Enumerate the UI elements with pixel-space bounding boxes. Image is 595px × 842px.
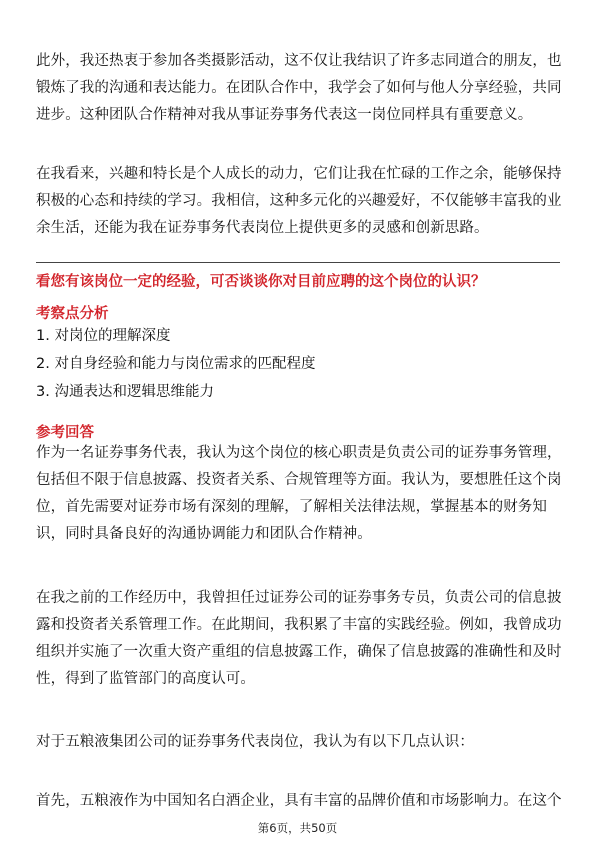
text-line: 余生活，还能为我在证券事务代表岗位上提供更多的灵感和创新思路。 [36,220,489,236]
paragraph-interests [36,161,560,242]
answer-paragraph-experience [36,585,560,693]
list-item: 1. 对岗位的理解深度 [36,328,171,344]
text-line: 首先，五粮液作为中国知名白酒企业，具有丰富的品牌价值和市场影响力。在这个 [36,793,562,809]
text-line: 进步。这种团队合作精神对我从事证券事务代表这一岗位同样具有重要意义。 [36,107,533,123]
text-line: 包括但不限于信息披露、投资者关系、合规管理等方面。我认为，要想胜任这个岗 [36,472,562,488]
section-divider [36,262,560,263]
text-line: 对于五粮液集团公司的证券事务代表岗位，我认为有以下几点认识： [36,734,474,750]
text-line: 识，同时具备良好的沟通协调能力和团队合作精神。 [36,526,372,542]
text-line: 作为一名证券事务代表，我认为这个岗位的核心职责是负责公司的证券事务管理， [36,445,562,461]
text-line: 在我之前的工作经历中，我曾担任过证券公司的证券事务专员，负责公司的信息披 [36,590,562,606]
list-item: 2. 对自身经验和能力与岗位需求的匹配程度 [36,356,316,372]
text-line: 积极的心态和持续的学习。我相信，这种多元化的兴趣爱好，不仅能够丰富我的业 [36,193,562,209]
answer-paragraph-role [36,440,560,548]
answer-paragraph-first [36,788,560,815]
text-line: 露和投资者关系管理工作。在此期间，我积累了丰富的实践经验。例如，我曾成功 [36,617,562,633]
text-line: 在我看来，兴趣和特长是个人成长的动力，它们让我在忙碌的工作之余，能够保持 [36,166,562,182]
page-footer: 第6页，共50页 [257,821,338,835]
list-item: 3. 沟通表达和逻辑思维能力 [36,384,214,400]
paragraph-photography [36,48,560,129]
analysis-title: 考察点分析 [36,306,109,322]
analysis-list [36,322,315,406]
text-line: 此外，我还热衷于参加各类摄影活动，这不仅让我结识了许多志同道合的朋友，也 [36,53,562,69]
text-line: 性，得到了监管部门的高度认可。 [36,671,255,687]
text-line: 锻炼了我的沟通和表达能力。在团队合作中，我学会了如何与他人分享经验，共同 [36,80,562,96]
text-line: 位，首先需要对证券市场有深刻的理解，了解相关法律法规，掌握基本的财务知 [36,499,547,515]
text-line: 组织并实施了一次重大资产重组的信息披露工作，确保了信息披露的准确性和及时 [36,644,562,660]
answer-paragraph-intro [36,729,560,756]
interview-question: 看您有该岗位一定的经验，可否谈谈你对目前应聘的这个岗位的认识？ [36,274,486,290]
answer-title: 参考回答 [36,425,94,441]
